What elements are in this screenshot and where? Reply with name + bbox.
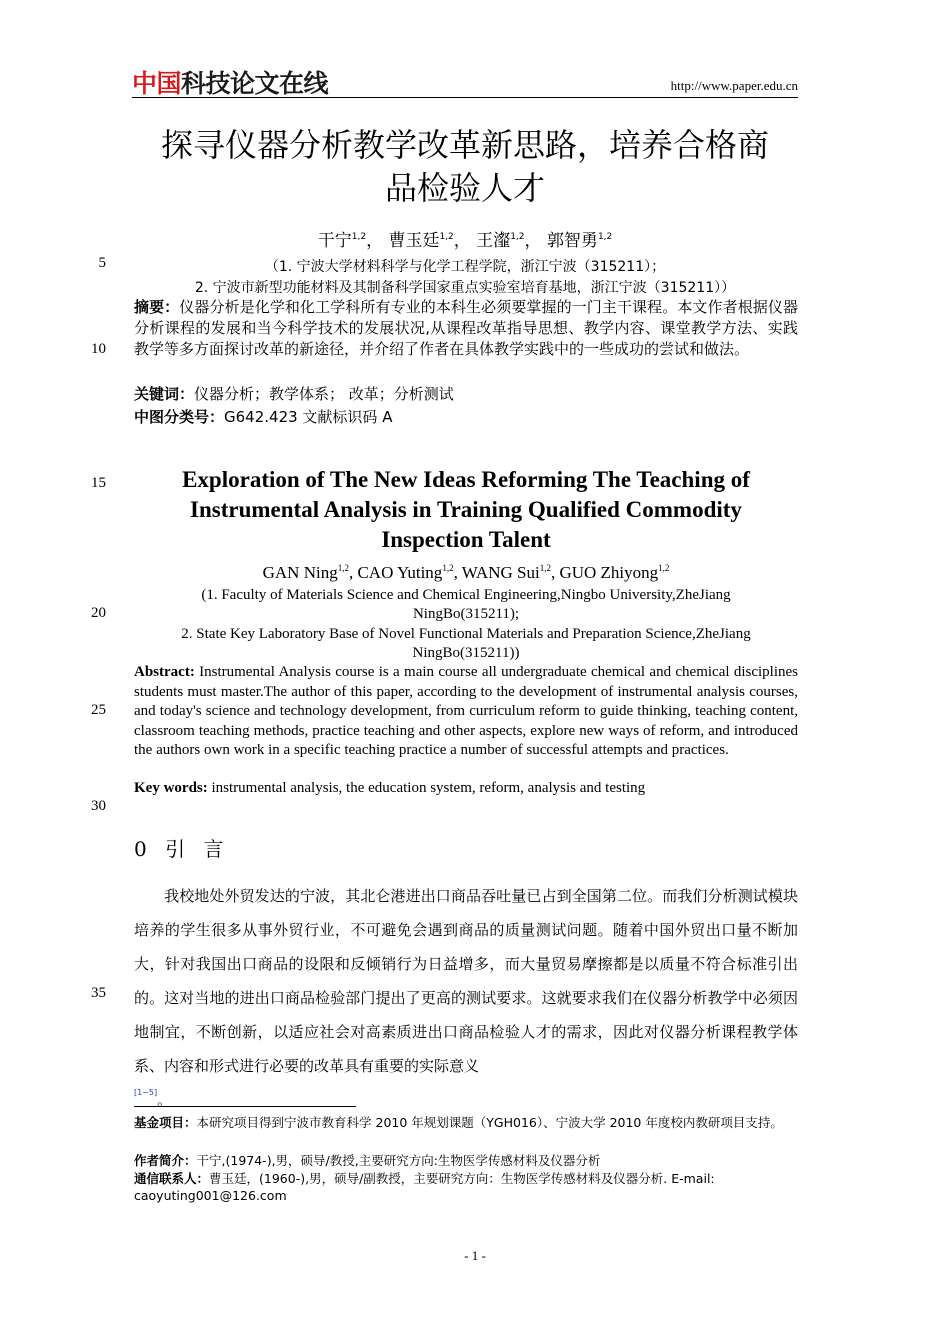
footnote-rule bbox=[134, 1106, 356, 1107]
cn-keywords bbox=[134, 384, 798, 405]
en-abstract bbox=[134, 663, 798, 761]
en-aff1-line-b: NingBo(315211); bbox=[412, 606, 520, 622]
cn-author: 郭智勇 bbox=[546, 231, 598, 251]
cn-abstract bbox=[134, 297, 798, 360]
en-title-line1: Exploration of The New Ideas Reforming The Teaching of bbox=[182, 467, 750, 492]
cn-title-line2: 品检验人才 bbox=[384, 169, 545, 207]
en-author-sup: 1,2 bbox=[337, 563, 349, 573]
en-author: CAO Yuting bbox=[357, 563, 443, 582]
logo-dark-text: 科技论文在线 bbox=[181, 69, 329, 98]
citation-link[interactable]: [1~5] bbox=[134, 1088, 158, 1097]
body-end: 。 bbox=[157, 1091, 173, 1109]
cn-keywords-label: 关键词： bbox=[134, 385, 195, 403]
en-keywords bbox=[134, 779, 798, 799]
footnote-contact bbox=[134, 1170, 798, 1204]
cn-author-sep: ， bbox=[366, 231, 384, 251]
en-affiliation-1 bbox=[134, 586, 798, 624]
line-number: 15 bbox=[91, 475, 106, 491]
line-number: 25 bbox=[91, 702, 106, 718]
cn-author-sep: ， bbox=[453, 231, 471, 251]
en-aff2-line-b: NingBo(315211)) bbox=[412, 645, 520, 661]
cn-abstract-label: 摘要： bbox=[134, 298, 180, 316]
cn-title-line1: 探寻仪器分析教学改革新思路，培养合格商 bbox=[160, 126, 769, 164]
en-abstract-text: Instrumental Analysis course is a main course all undergraduate chemical and chemical disciplines students must master.The author of this paper, according to the development of instrumental analysis courses, and today's science and technology development, from curriculum reform to guide thinking, teaching content, classroom teaching methods, practice teaching and other aspects, explore new ways of reform, and introduced the authors own work in a specific teaching practice a number of successful attempts and practices. bbox=[134, 664, 798, 758]
en-author-sup: 1,2 bbox=[539, 563, 551, 573]
en-author: GAN Ning bbox=[262, 563, 338, 582]
cn-keywords-text: 仪器分析；教学体系； 改革；分析测试 bbox=[194, 385, 454, 403]
cn-author-sep: ， bbox=[524, 231, 542, 251]
line-number: 5 bbox=[98, 255, 106, 271]
header-url[interactable]: http://www.paper.edu.cn bbox=[670, 78, 798, 93]
cn-title bbox=[130, 124, 800, 210]
cn-classification bbox=[134, 407, 798, 428]
cn-clc-label: 中图分类号： bbox=[134, 408, 225, 426]
cn-abstract-text: 仪器分析是化学和化工学科所有专业的本科生必须要掌握的一门主干课程。本文作者根据仪器分析课程的发展和当今科学技术的发展状况,从课程改革指导思想、教学内容、课堂教学方法、实践教学等多方面探讨改革的新途径，并介绍了作者在具体教学实践中的一些成功的尝试和做法。 bbox=[134, 298, 798, 358]
cn-affiliation-2: 2. 宁波市新型功能材料及其制备科学国家重点实验室培育基地，浙江宁波（315211）） bbox=[194, 280, 736, 296]
cn-author-sup: 1,2 bbox=[597, 232, 613, 242]
cn-author-sup: 1,2 bbox=[351, 232, 367, 242]
en-author: WANG Sui bbox=[461, 563, 540, 582]
en-title-line2: Instrumental Analysis in Training Qualified Commodity bbox=[190, 497, 742, 522]
en-author: GUO Zhiyong bbox=[559, 563, 659, 582]
line-number: 20 bbox=[91, 605, 106, 621]
cn-clc-text: G642.423 文献标识码 A bbox=[224, 408, 393, 426]
en-aff2-line-a: 2. State Key Laboratory Base of Novel Functional Materials and Preparation Science,ZheJiang bbox=[181, 626, 751, 642]
contact-label: 通信联系人： bbox=[134, 1171, 210, 1186]
cn-affiliation-1: （1. 宁波大学材料科学与化学工程学院，浙江宁波（315211）； bbox=[264, 259, 666, 275]
cn-author: 曹玉廷 bbox=[388, 231, 440, 251]
logo-red-text: 中国 bbox=[132, 69, 182, 98]
section-heading: 0 引 言 bbox=[134, 837, 230, 861]
cn-author-sup: 1,2 bbox=[510, 232, 525, 242]
en-abstract-label: Abstract: bbox=[134, 664, 195, 680]
en-author-sep: , bbox=[550, 563, 560, 582]
header-rule bbox=[132, 97, 798, 98]
site-logo bbox=[132, 64, 328, 100]
en-author-sup: 1,2 bbox=[658, 563, 670, 573]
page-number: - 1 - bbox=[464, 1248, 486, 1263]
footnote-fund bbox=[134, 1114, 798, 1131]
en-affiliation-2 bbox=[134, 625, 798, 663]
cn-author: 王瀣 bbox=[476, 231, 511, 251]
fund-text: 本研究项目得到宁波市教育科学 2010 年规划课题（YGH016）、宁波大学 2010 年度校内教研项目支持。 bbox=[196, 1115, 783, 1130]
cn-author: 干宁 bbox=[317, 231, 352, 251]
en-author-sep: , bbox=[453, 563, 462, 582]
author-label: 作者简介： bbox=[134, 1153, 197, 1168]
body-text: 我校地处外贸发达的宁波，其北仑港进出口商品吞吐量已占到全国第二位。而我们分析测试模块培养的学生很多从事外贸行业，不可避免会遇到商品的质量测试问题。随着中国外贸出口量不断加大，针对我国出口商品的设限和反倾销行为日益增多，而大量贸易摩擦都是以质量不符合标准引出的。这对当地的进出口商品检验部门提出了更高的测试要求。这就要求我们在仪器分析教学中必须因地制宜，不断创新，以适应社会对高素质进出口商品检验人才的需求，因此对仪器分析课程教学体系、内容和形式进行必要的改革具有重要的实际意义 bbox=[134, 887, 798, 1075]
author-text: 干宁,(1974-),男，硕导/教授,主要研究方向:生物医学传感材料及仪器分析 bbox=[196, 1153, 601, 1168]
line-number: 35 bbox=[91, 985, 106, 1001]
line-number: 30 bbox=[91, 798, 106, 814]
en-author-sep: , bbox=[348, 563, 358, 582]
line-number: 10 bbox=[91, 341, 106, 357]
cn-authors bbox=[130, 226, 800, 251]
body-paragraph bbox=[134, 879, 798, 1117]
footnote-author bbox=[134, 1152, 798, 1169]
en-title bbox=[134, 465, 798, 555]
fund-label: 基金项目： bbox=[134, 1115, 197, 1130]
cn-author-sup: 1,2 bbox=[439, 232, 454, 242]
en-aff1-line-a: (1. Faculty of Materials Science and Chemical Engineering,Ningbo University,ZheJiang bbox=[201, 587, 731, 603]
en-authors bbox=[134, 563, 798, 583]
contact-text: 曹玉廷，(1960-),男，硕导/副教授，主要研究方向：生物医学传感材料及仪器分析. E-mail: caoyuting001@126.com bbox=[134, 1171, 715, 1203]
en-keywords-text: instrumental analysis, the education system, reform, analysis and testing bbox=[207, 780, 646, 796]
en-keywords-label: Key words: bbox=[134, 780, 208, 796]
en-title-line3: Inspection Talent bbox=[381, 527, 551, 552]
en-author-sup: 1,2 bbox=[442, 563, 454, 573]
